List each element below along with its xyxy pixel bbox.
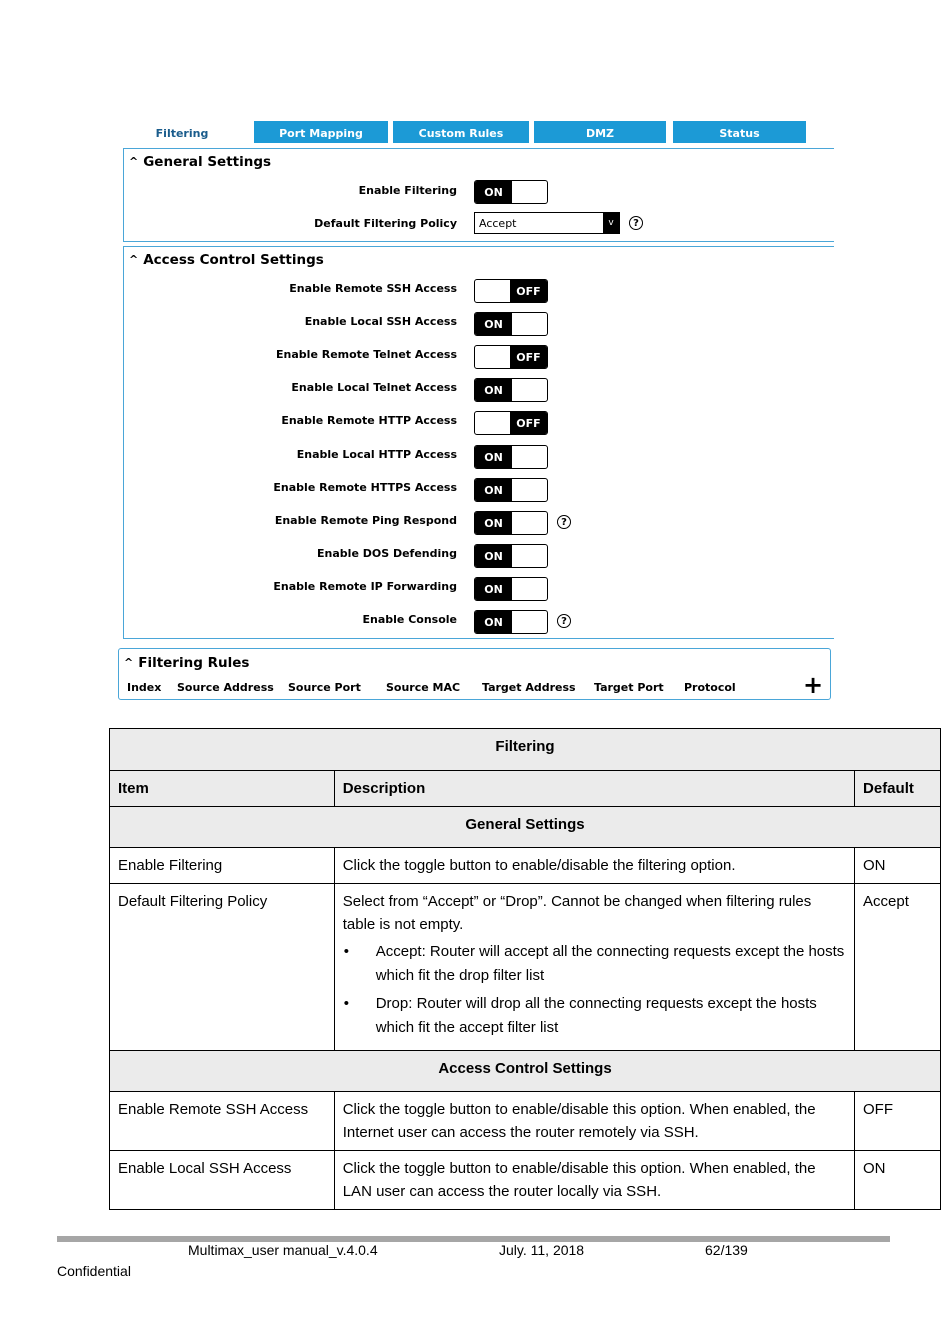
- toggle-state: OFF: [510, 412, 547, 434]
- access-option-toggle[interactable]: [474, 378, 548, 402]
- column-source-mac: Source MAC: [386, 681, 461, 694]
- description-text: Select from “Accept” or “Drop”. Cannot be changed when filtering rules table is not empty.: [342, 893, 812, 933]
- access-option-label: Enable Local SSH Access: [304, 315, 457, 328]
- tab-status[interactable]: Status: [673, 121, 806, 143]
- chevron-up-icon: ^: [129, 155, 139, 168]
- column-index: Index: [127, 681, 162, 694]
- access-option-label: Enable Remote SSH Access: [289, 282, 457, 295]
- help-icon[interactable]: ?: [557, 614, 571, 628]
- default-policy-label: Default Filtering Policy: [314, 217, 457, 230]
- access-option-label: Enable Remote HTTP Access: [281, 414, 457, 427]
- toggle-state: ON: [475, 611, 512, 633]
- toggle-state: ON: [475, 313, 512, 335]
- row-default: ON: [855, 848, 941, 884]
- row-default: OFF: [855, 1092, 941, 1151]
- table-row: [110, 848, 941, 884]
- enable-filtering-toggle[interactable]: [474, 180, 548, 204]
- access-control-header[interactable]: [129, 252, 324, 268]
- row-item: Default Filtering Policy: [110, 884, 335, 1051]
- toggle-knob: [512, 379, 547, 401]
- header-item: Item: [110, 771, 335, 807]
- access-option-toggle[interactable]: [474, 478, 548, 502]
- access-option-label: Enable DOS Defending: [317, 547, 457, 560]
- chevron-up-icon: ^: [129, 253, 139, 266]
- column-target-port: Target Port: [594, 681, 664, 694]
- toggle-state: ON: [475, 379, 512, 401]
- access-option-toggle[interactable]: [474, 577, 548, 601]
- row-description: Click the toggle button to enable/disable this option. When enabled, the LAN user can access the router locally via SSH.: [334, 1151, 854, 1210]
- row-description: [334, 884, 854, 1051]
- header-description: Description: [334, 771, 854, 807]
- footer-divider: [57, 1236, 890, 1242]
- table-title: Filtering: [110, 729, 941, 771]
- toggle-knob: [475, 280, 510, 302]
- filtering-rules-header[interactable]: [124, 655, 249, 671]
- toggle-state: ON: [475, 512, 512, 534]
- toggle-state: OFF: [510, 346, 547, 368]
- help-icon[interactable]: ?: [629, 216, 643, 230]
- toggle-state: OFF: [510, 280, 547, 302]
- access-option-toggle[interactable]: [474, 544, 548, 568]
- row-description: Click the toggle button to enable/disable this option. When enabled, the Internet user can access the router remotely via SSH.: [334, 1092, 854, 1151]
- column-target-address: Target Address: [482, 681, 576, 694]
- table-row: [110, 884, 941, 1051]
- tab-custom-rules[interactable]: Custom Rules: [393, 121, 529, 143]
- section-title: Access Control Settings: [143, 252, 324, 268]
- chevron-up-icon: ^: [124, 656, 134, 669]
- section-general: General Settings: [110, 807, 941, 848]
- add-rule-icon[interactable]: +: [803, 671, 824, 699]
- access-option-label: Enable Remote HTTPS Access: [273, 481, 457, 494]
- row-default: Accept: [855, 884, 941, 1051]
- section-access: Access Control Settings: [110, 1051, 941, 1092]
- toggle-knob: [512, 446, 547, 468]
- access-option-label: Enable Remote IP Forwarding: [273, 580, 457, 593]
- bullet-item: • Accept: Router will accept all the connecting requests except the hosts which fit the drop filter list: [376, 940, 846, 988]
- chevron-down-icon: v: [603, 213, 619, 233]
- table-row: [110, 1151, 941, 1210]
- general-settings-header[interactable]: [129, 154, 271, 170]
- access-option-toggle[interactable]: [474, 345, 548, 369]
- access-option-toggle[interactable]: [474, 411, 548, 435]
- toggle-knob: [512, 545, 547, 567]
- toggle-knob: [512, 611, 547, 633]
- access-option-label: Enable Local HTTP Access: [296, 448, 457, 461]
- enable-filtering-label: Enable Filtering: [358, 184, 457, 197]
- column-source-port: Source Port: [288, 681, 361, 694]
- toggle-knob: [512, 512, 547, 534]
- tab-filtering[interactable]: Filtering: [124, 121, 240, 143]
- access-option-label: Enable Remote Ping Respond: [274, 514, 457, 527]
- access-option-toggle[interactable]: [474, 445, 548, 469]
- access-option-toggle[interactable]: [474, 312, 548, 336]
- help-icon[interactable]: ?: [557, 515, 571, 529]
- column-source-address: Source Address: [177, 681, 274, 694]
- access-option-label: Enable Remote Telnet Access: [276, 348, 457, 361]
- toggle-knob: [512, 479, 547, 501]
- filtering-doc-table: [109, 728, 941, 1210]
- toggle-knob: [512, 578, 547, 600]
- toggle-knob: [475, 412, 510, 434]
- row-description: Click the toggle button to enable/disable the filtering option.: [334, 848, 854, 884]
- footer-doc-name: Multimax_user manual_v.4.0.4: [188, 1242, 378, 1258]
- toggle-knob: [475, 346, 510, 368]
- header-default: Default: [855, 771, 941, 807]
- footer-date: July. 11, 2018: [499, 1242, 585, 1258]
- default-policy-select[interactable]: [474, 212, 620, 234]
- toggle-state: ON: [475, 181, 512, 203]
- column-protocol: Protocol: [684, 681, 736, 694]
- tab-port-mapping[interactable]: Port Mapping: [254, 121, 388, 143]
- toggle-state: ON: [475, 446, 512, 468]
- tab-dmz[interactable]: DMZ: [534, 121, 666, 143]
- table-row: [110, 1092, 941, 1151]
- access-option-toggle[interactable]: [474, 279, 548, 303]
- access-option-label: Enable Console: [362, 613, 457, 626]
- select-value: Accept: [479, 216, 517, 230]
- section-title: General Settings: [143, 154, 272, 170]
- bullet-item: • Drop: Router will drop all the connecting requests except the hosts which fit the accept filter list: [376, 992, 846, 1040]
- section-title: Filtering Rules: [138, 655, 250, 671]
- toggle-state: ON: [475, 479, 512, 501]
- footer-page-number: 62/139: [705, 1242, 748, 1258]
- row-item: Enable Filtering: [110, 848, 335, 884]
- row-item: Enable Local SSH Access: [110, 1151, 335, 1210]
- toggle-state: ON: [475, 545, 512, 567]
- access-option-label: Enable Local Telnet Access: [291, 381, 457, 394]
- toggle-knob: [512, 313, 547, 335]
- row-item: Enable Remote SSH Access: [110, 1092, 335, 1151]
- access-option-toggle[interactable]: [474, 511, 548, 535]
- row-default: ON: [855, 1151, 941, 1210]
- footer-confidential: Confidential: [57, 1263, 131, 1279]
- access-option-toggle[interactable]: [474, 610, 548, 634]
- toggle-state: ON: [475, 578, 512, 600]
